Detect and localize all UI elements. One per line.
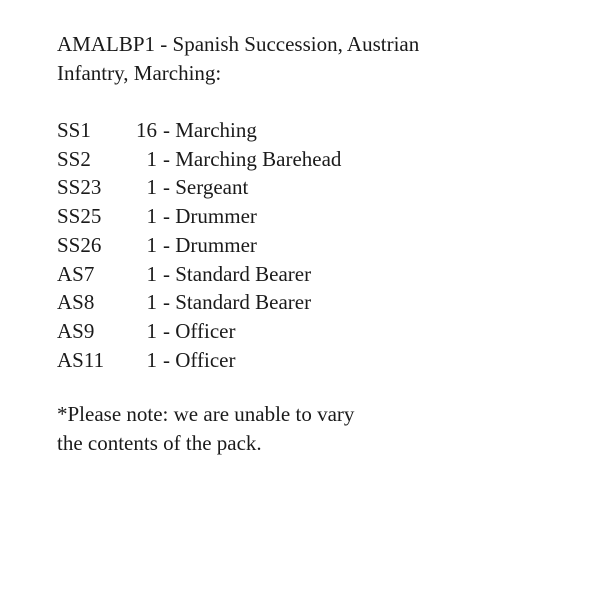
item-quantity: 1 (146, 232, 157, 257)
pack-title-line-1: AMALBP1 - Spanish Succession, Austrian (57, 32, 420, 56)
item-description: - Officer (163, 318, 236, 343)
item-quantity: 1 (146, 175, 157, 200)
item-description: - Standard Bearer (163, 290, 312, 315)
item-description: - Drummer (163, 232, 257, 257)
pack-contents-list (57, 116, 577, 374)
item-description: - Sergeant (163, 175, 249, 200)
pack-item-row (57, 346, 577, 375)
item-description: - Standard Bearer (163, 261, 312, 286)
pack-title (57, 30, 577, 88)
item-code: AS8 (57, 290, 95, 315)
item-quantity: 1 (146, 261, 157, 286)
pack-item-row (57, 260, 577, 289)
pack-item-row (57, 317, 577, 346)
item-description: - Drummer (163, 204, 257, 229)
pack-item-row (57, 202, 577, 231)
pack-title-line-2: Infantry, Marching: (57, 61, 222, 85)
item-description: - Marching (163, 118, 257, 142)
pack-item-row (57, 173, 577, 202)
item-quantity: 1 (146, 204, 157, 229)
document-page (57, 30, 577, 458)
item-quantity: 1 (146, 290, 157, 315)
item-code: AS7 (57, 261, 95, 286)
item-quantity: 16 (136, 118, 157, 142)
item-code: AS11 (57, 347, 105, 372)
pack-note-line-1: *Please note: we are unable to vary (57, 402, 355, 427)
pack-item-row (57, 231, 577, 260)
pack-note-line-2: the contents of the pack. (57, 431, 262, 456)
item-description: - Marching Barehead (163, 146, 342, 171)
item-quantity: 1 (146, 347, 157, 372)
pack-item-row (57, 116, 577, 145)
pack-item-row (57, 288, 577, 317)
item-code: AS9 (57, 318, 95, 343)
pack-item-row (57, 145, 577, 174)
pack-note (57, 400, 577, 458)
item-code: SS26 (57, 232, 102, 257)
item-code: SS23 (57, 175, 102, 200)
item-code: SS2 (57, 146, 91, 171)
item-description: - Officer (163, 347, 236, 372)
item-code: SS25 (57, 204, 102, 229)
item-quantity: 1 (146, 318, 157, 343)
item-quantity: 1 (146, 146, 157, 171)
item-code: SS1 (57, 118, 91, 142)
